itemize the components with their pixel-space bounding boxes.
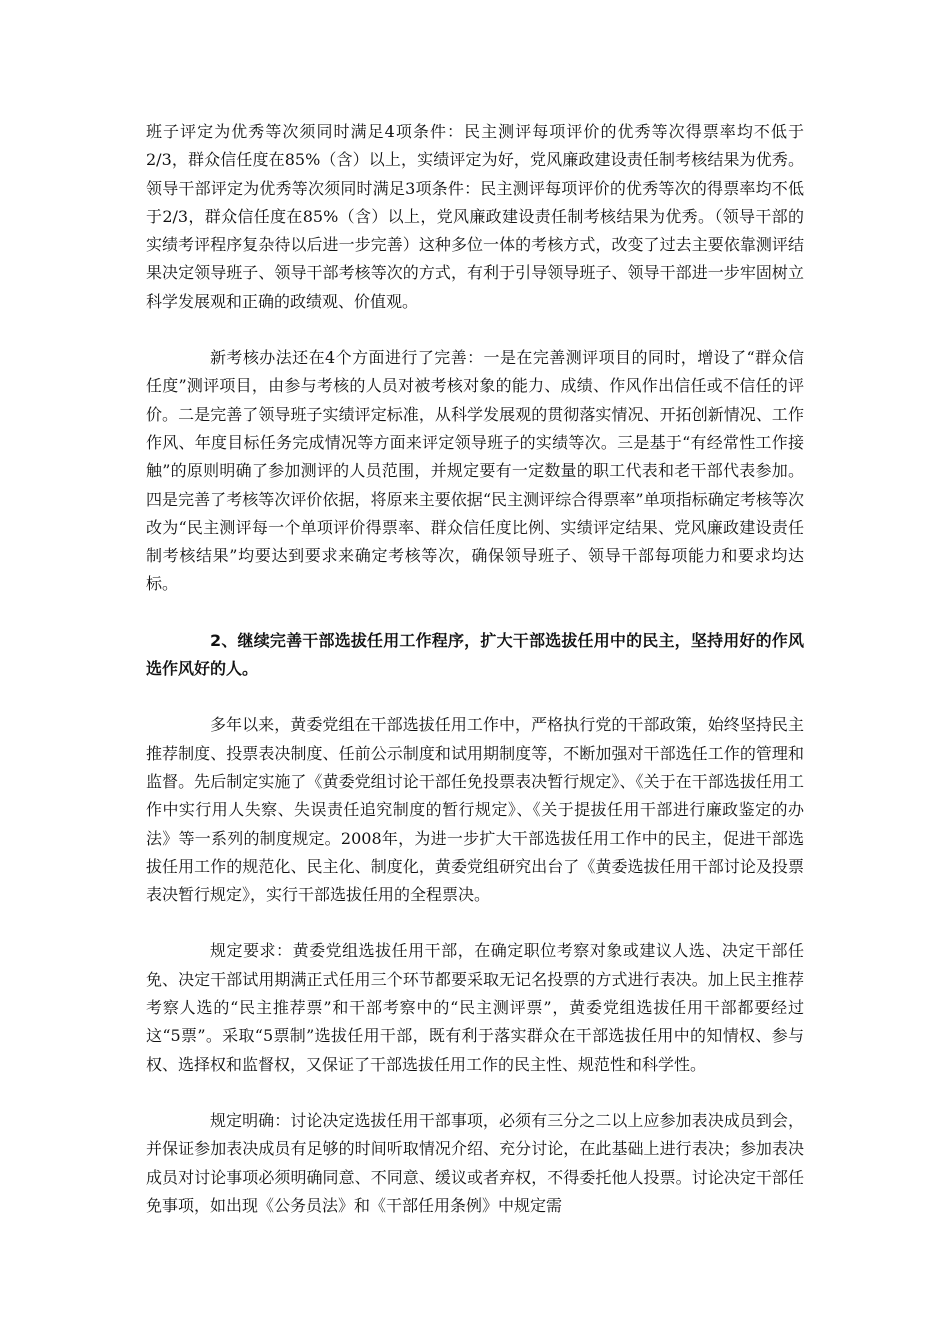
- paragraph-regulation-requirements: 规定要求：黄委党组选拔任用干部，在确定职位考察对象或建议人选、决定干部任免、决定干部试用期满正式任用三个环节都要采取无记名投票的方式进行表决。加上民主推荐考察人选的“民主推荐票”和干部考察中的“民主测评票”，黄委党组选拔任用干部都要经过这“5票”。采取“5票制”选拔任用干部，既有利于落实群众在干部选拔任用中的知情权、参与权、选择权和监督权，又保证了干部选拔任用工作的民主性、规范性和科学性。: [146, 941, 804, 1074]
- paragraph-regulation-clarification: 规定明确：讨论决定选拔任用干部事项，必须有三分之二以上应参加表决成员到会，并保证参加表决成员有足够的时间听取情况介绍、充分讨论，在此基础上进行表决；参加表决成员对讨论事项必须明确同意、不同意、缓议或者弃权，不得委托他人投票。讨论决定干部任免事项，如出现《公务员法》和《干部任用条例》中规定需: [146, 1110, 804, 1215]
- paragraph-selection-history: 多年以来，黄委党组在干部选拔任用工作中，严格执行党的干部政策，始终坚持民主推荐制度、投票表决制度、任前公示制度和试用期制度等，不断加强对干部选任工作的管理和监督。先后制定实施了《黄委党组讨论干部任免投票表决暂行规定》、《关于在干部选拔任用工作中实行用人失察、失误责任追究制度的暂行规定》、《关于提拔任用干部进行廉政鉴定的办法》等一系列的制度规定。2008年，为进一步扩大干部选拔任用工作中的民主，促进干部选拔任用工作的规范化、民主化、制度化，黄委党组研究出台了《黄委选拔任用干部讨论及投票表决暂行规定》，实行干部选拔任用的全程票决。: [146, 715, 804, 905]
- document-body: [146, 118, 804, 1248]
- paragraph-assessment-improvements: 新考核办法还在4个方面进行了完善：一是在完善测评项目的同时，增设了“群众信任度”测评项目，由参与考核的人员对被考核对象的能力、成绩、作风作出信任或不信任的评价。二是完善了领导班子实绩评定标准，从科学发展观的贯彻落实情况、开拓创新情况、工作作风、年度目标任务完成情况等方面来评定领导班子的实绩等次。三是基于“有经常性工作接触”的原则明确了参加测评的人员范围，并规定要有一定数量的职工代表和老干部代表参加。四是完善了考核等次评价依据，将原来主要依据“民主测评综合得票率”单项指标确定考核等次改为“民主测评每一个单项评价得票率、群众信任度比例、实绩评定结果、党风廉政建设责任制考核结果”均要达到要求来确定考核等次，确保领导班子、领导干部每项能力和要求均达标。: [146, 348, 804, 594]
- paragraph-continuation: 班子评定为优秀等次须同时满足4项条件：民主测评每项评价的优秀等次得票率均不低于2/3，群众信任度在85%（含）以上，实绩评定为好，党风廉政建设责任制考核结果为优秀。领导干部评定为优秀等次须同时满足3项条件：民主测评每项评价的优秀等次的得票率均不低于2/3，群众信任度在85%（含）以上，党风廉政建设责任制考核结果为优秀。（领导干部的实绩考评程序复杂待以后进一步完善）这种多位一体的考核方式，改变了过去主要依靠测评结果决定领导班子、领导干部考核等次的方式，有利于引导领导班子、领导干部进一步牢固树立科学发展观和正确的政绩观、价值观。: [146, 122, 804, 311]
- section-heading: 2、继续完善干部选拔任用工作程序，扩大干部选拔任用中的民主，坚持用好的作风选作风好的人。: [146, 630, 804, 679]
